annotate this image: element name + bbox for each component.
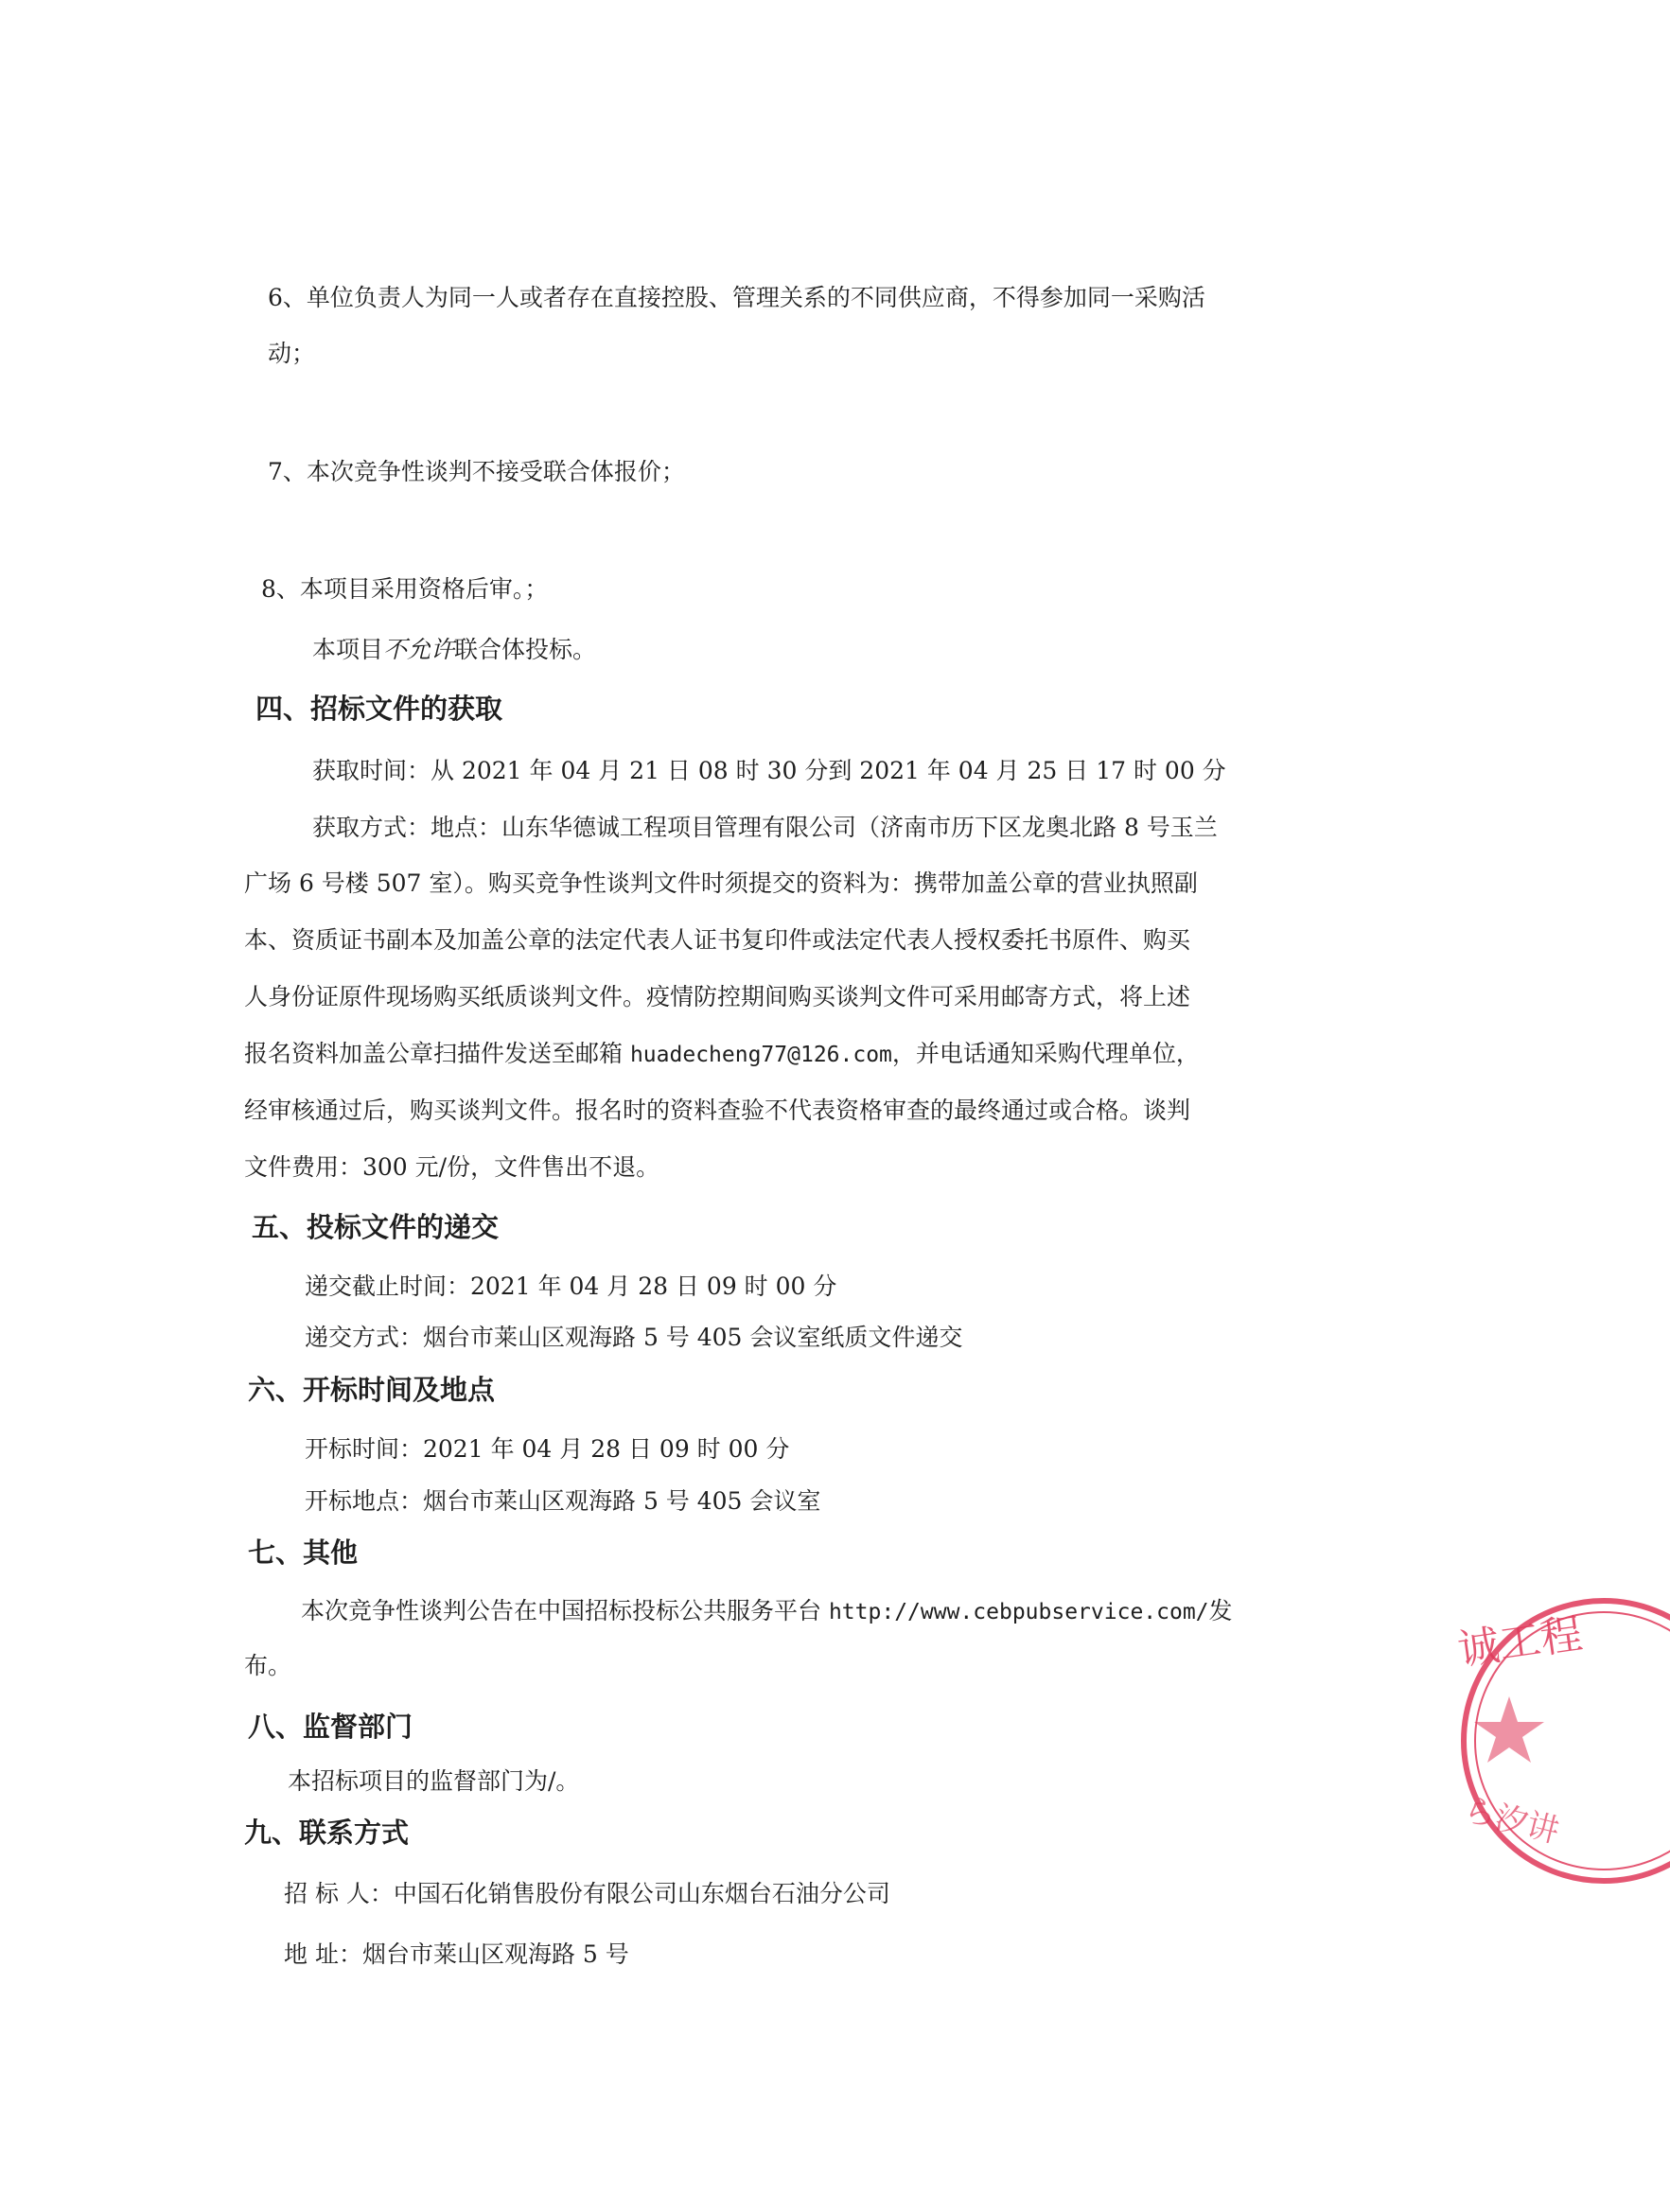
no-consortium-note: 本项目不允许联合体投标。 bbox=[312, 636, 597, 663]
acquire-method-line-5: 报名资料加盖公章扫描件发送至邮箱 huadecheng77@126.com，并电话通知采购代理单位， bbox=[244, 1040, 1200, 1067]
company-seal bbox=[1452, 1589, 1670, 1892]
acquire-method-line-4: 人身份证原件现场购买纸质谈判文件。疫情防控期间购买谈判文件可采用邮寄方式，将上述 bbox=[244, 983, 1191, 1010]
tenderer: 招 标 人：中国石化销售股份有限公司山东烟台石油分公司 bbox=[284, 1880, 890, 1907]
star-icon bbox=[1474, 1696, 1544, 1763]
item-6-line-2: 动； bbox=[268, 340, 316, 367]
item-6-line-1: 6、单位负责人为同一人或者存在直接控股、管理关系的不同供应商，不得参加同一采购活 bbox=[268, 284, 1205, 311]
other-line-1: 本次竞争性谈判公告在中国招标投标公共服务平台 http://www.cebpubservice.com/发 bbox=[301, 1597, 1233, 1624]
submit-method: 递交方式：烟台市莱山区观海路 5 号 405 会议室纸质文件递交 bbox=[305, 1324, 963, 1351]
section-7-heading: 七、其他 bbox=[248, 1536, 359, 1569]
opening-place: 开标地点：烟台市莱山区观海路 5 号 405 会议室 bbox=[305, 1487, 821, 1515]
other-line-2: 布。 bbox=[244, 1652, 292, 1679]
platform-url: http://www.cebpubservice.com/ bbox=[828, 1600, 1209, 1624]
item-8: 8、本项目采用资格后审。； bbox=[261, 575, 549, 603]
acquire-method-line-7: 文件费用：300 元/份，文件售出不退。 bbox=[244, 1153, 660, 1181]
item-7: 7、本次竞争性谈判不接受联合体报价； bbox=[268, 458, 685, 485]
acquire-time: 获取时间：从 2021 年 04 月 21 日 08 时 30 分到 2021 年 04 月 25 日 17 时 00 分 bbox=[312, 757, 1226, 784]
acquire-method-line-6: 经审核通过后，购买谈判文件。报名时的资料查验不代表资格审查的最终通过或合格。谈判 bbox=[244, 1097, 1191, 1124]
address: 地 址：烟台市莱山区观海路 5 号 bbox=[284, 1940, 629, 1968]
email-address: huadecheng77@126.com bbox=[629, 1043, 892, 1067]
emphasis-text: 不允许 bbox=[383, 636, 455, 663]
acquire-method-line-3: 本、资质证书副本及加盖公章的法定代表人证书复印件或法定代表人授权委托书原件、购买 bbox=[244, 926, 1191, 954]
svg-text:诚工程: 诚工程 bbox=[1454, 1609, 1586, 1676]
opening-time: 开标时间：2021 年 04 月 28 日 09 时 00 分 bbox=[305, 1435, 790, 1463]
acquire-method-line-2: 广场 6 号楼 507 室）。购买竞争性谈判文件时须提交的资料为：携带加盖公章的营业执照副 bbox=[244, 869, 1198, 897]
acquire-method-line-1: 获取方式：地点：山东华德诚工程项目管理有限公司（济南市历下区龙奥北路 8 号玉兰 bbox=[312, 814, 1218, 841]
section-4-heading: 四、招标文件的获取 bbox=[255, 693, 503, 725]
section-9-heading: 九、联系方式 bbox=[244, 1817, 410, 1849]
svg-text:ら汐讲: ら汐讲 bbox=[1460, 1790, 1563, 1852]
section-6-heading: 六、开标时间及地点 bbox=[248, 1374, 496, 1406]
supervision-text: 本招标项目的监督部门为/。 bbox=[288, 1767, 580, 1795]
section-5-heading: 五、投标文件的递交 bbox=[252, 1211, 500, 1243]
submit-deadline: 递交截止时间：2021 年 04 月 28 日 09 时 00 分 bbox=[305, 1273, 837, 1300]
section-8-heading: 八、监督部门 bbox=[248, 1711, 413, 1743]
